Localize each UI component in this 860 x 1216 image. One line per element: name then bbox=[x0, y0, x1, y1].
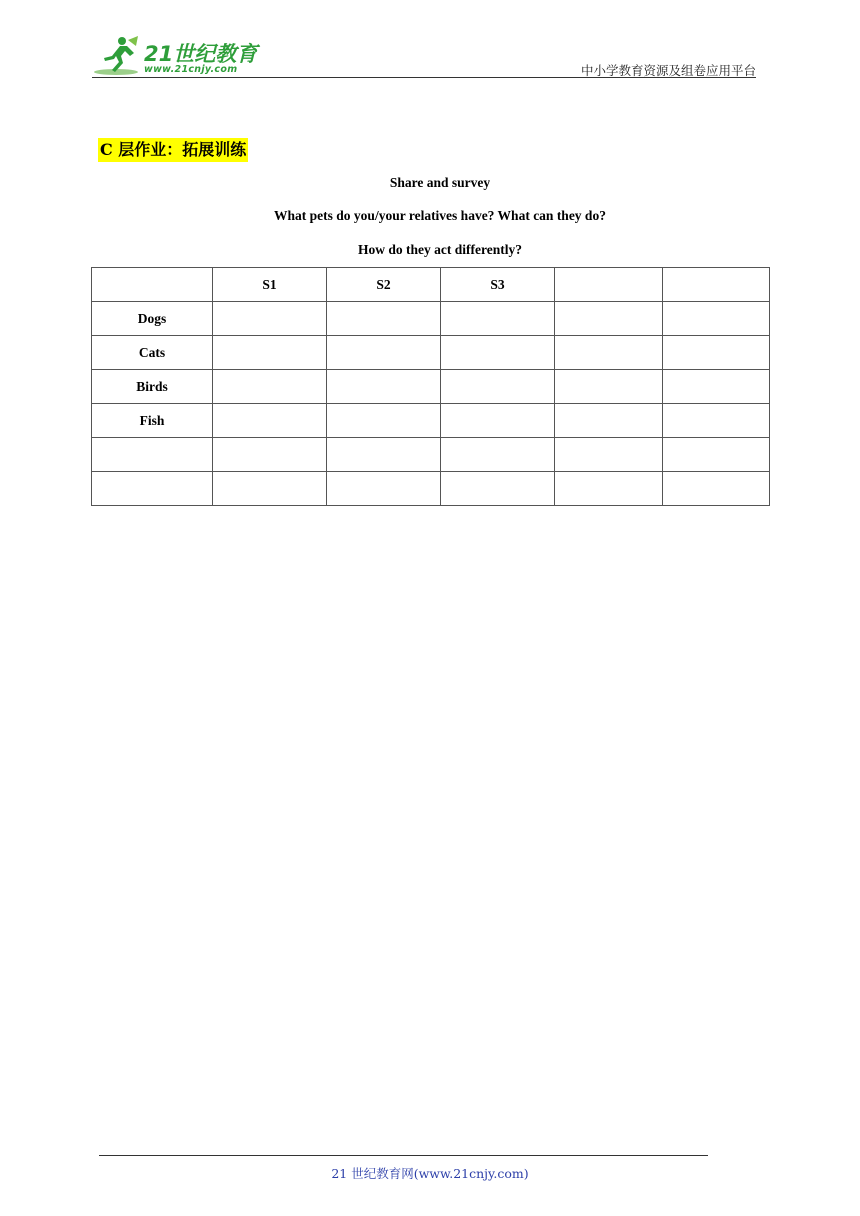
instruction-line-3: How do they act differently? bbox=[358, 242, 522, 257]
table-cell bbox=[327, 336, 441, 370]
table-cell bbox=[327, 404, 441, 438]
table-cell bbox=[663, 370, 770, 404]
table-cell bbox=[327, 370, 441, 404]
table-cell bbox=[663, 336, 770, 370]
platform-name: 中小学教育资源及组卷应用平台 bbox=[580, 63, 756, 78]
row-label: Birds bbox=[92, 370, 213, 404]
table-cell bbox=[213, 438, 327, 472]
footer-divider bbox=[99, 1155, 708, 1156]
table-row bbox=[92, 472, 770, 506]
table-cell bbox=[213, 370, 327, 404]
table-cell bbox=[441, 472, 555, 506]
runner-logo-icon bbox=[92, 34, 144, 78]
row-label bbox=[92, 438, 213, 472]
table-cell bbox=[213, 336, 327, 370]
table-cell bbox=[555, 302, 663, 336]
table-cell bbox=[663, 472, 770, 506]
header-cell bbox=[92, 268, 213, 302]
table-cell bbox=[213, 472, 327, 506]
header-cell: S3 bbox=[441, 268, 555, 302]
header-cell: S1 bbox=[213, 268, 327, 302]
row-label: Dogs bbox=[92, 302, 213, 336]
survey-table bbox=[91, 267, 770, 506]
table-cell bbox=[441, 302, 555, 336]
table-cell bbox=[555, 336, 663, 370]
table-row bbox=[92, 302, 770, 336]
row-label bbox=[92, 472, 213, 506]
table-cell bbox=[555, 438, 663, 472]
row-label: Cats bbox=[92, 336, 213, 370]
logo-text: 21世纪教育 bbox=[144, 42, 258, 66]
header-cell bbox=[555, 268, 663, 302]
row-label: Fish bbox=[92, 404, 213, 438]
table-cell bbox=[213, 404, 327, 438]
table-header-row bbox=[92, 268, 770, 302]
table-cell bbox=[441, 404, 555, 438]
table-cell bbox=[327, 302, 441, 336]
table-cell bbox=[555, 404, 663, 438]
table-cell bbox=[441, 336, 555, 370]
table-row bbox=[92, 370, 770, 404]
table-cell bbox=[663, 302, 770, 336]
table-row bbox=[92, 404, 770, 438]
section-title: C 层作业：拓展训练 bbox=[98, 138, 248, 162]
header-cell: S2 bbox=[327, 268, 441, 302]
table-cell bbox=[327, 438, 441, 472]
table-row bbox=[92, 438, 770, 472]
table-cell bbox=[555, 370, 663, 404]
instruction-line-2: What pets do you/your relatives have? What can they do? bbox=[274, 208, 606, 223]
page-header bbox=[92, 34, 756, 78]
header-divider bbox=[92, 77, 756, 78]
table-cell bbox=[327, 472, 441, 506]
header-cell bbox=[663, 268, 770, 302]
table-row bbox=[92, 336, 770, 370]
footer-link[interactable]: 21 世纪教育网(www.21cnjy.com) bbox=[331, 1166, 529, 1181]
table-cell bbox=[441, 370, 555, 404]
table-cell bbox=[663, 438, 770, 472]
table-cell bbox=[555, 472, 663, 506]
table-cell bbox=[441, 438, 555, 472]
table-cell bbox=[213, 302, 327, 336]
table-cell bbox=[663, 404, 770, 438]
logo bbox=[92, 34, 262, 78]
logo-url: www.21cnjy.com bbox=[144, 64, 238, 75]
instruction-line-1: Share and survey bbox=[389, 175, 491, 190]
